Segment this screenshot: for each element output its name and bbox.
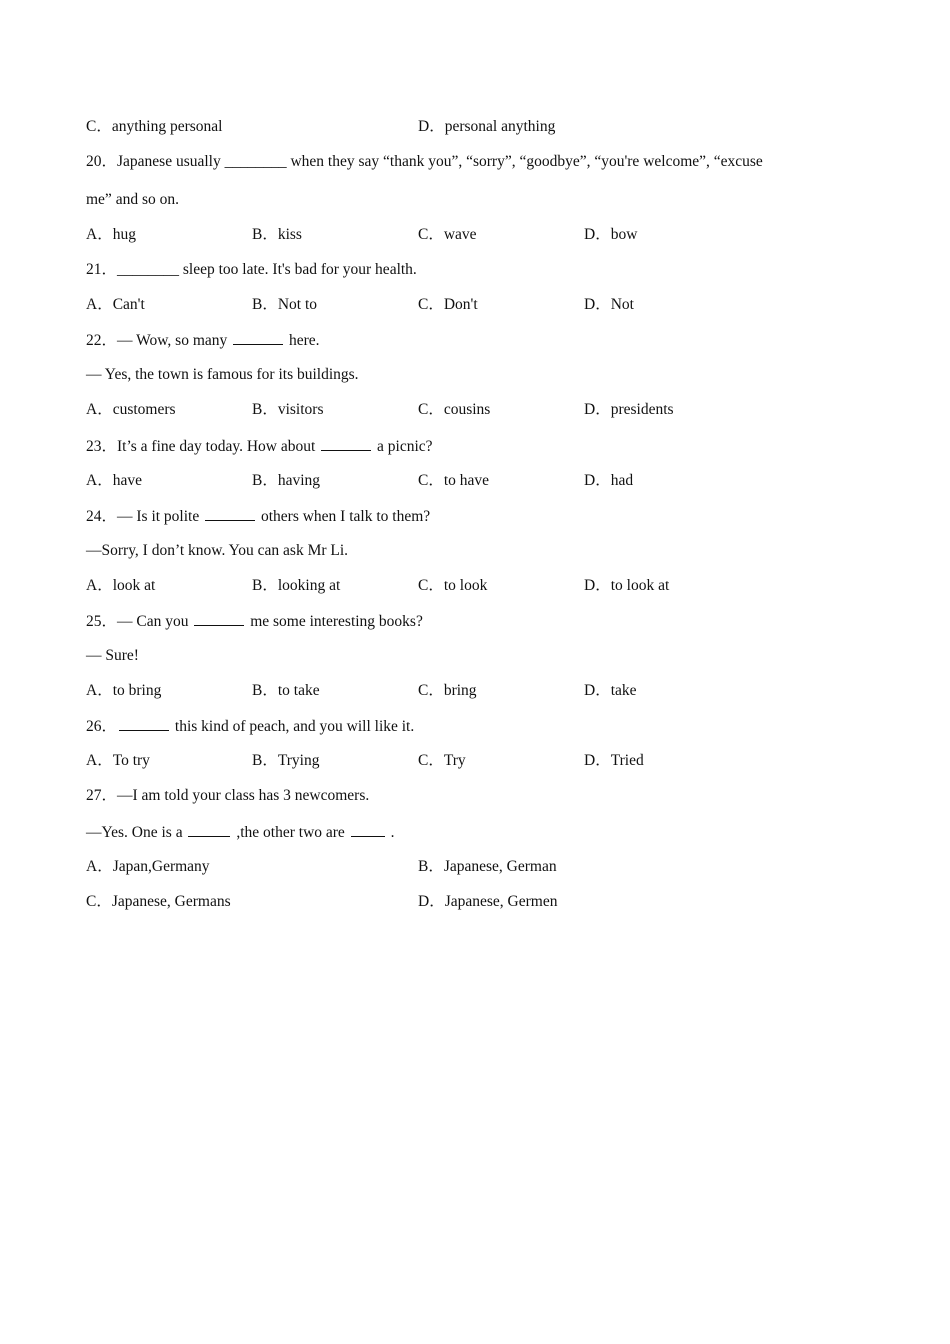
question-25-stem: 25．— Can you me some interesting books? (86, 613, 423, 630)
option-d[interactable]: D．personal anything (418, 118, 556, 135)
question-22-reply: — Yes, the town is famous for its buildings. (86, 366, 359, 383)
answer-blank[interactable] (119, 716, 169, 731)
option-b[interactable]: B．Not to (252, 296, 318, 313)
question-27-stem: 27．—I am told your class has 3 newcomers. (86, 787, 370, 804)
question-24-stem: 24．— Is it polite others when I talk to them? (86, 508, 431, 525)
option-c[interactable]: C．Try (418, 752, 466, 769)
answer-blank[interactable] (188, 822, 230, 837)
option-c[interactable]: C．cousins (418, 401, 491, 418)
question-20-stem-cont: me” and so on. (86, 191, 179, 208)
option-c[interactable]: C．bring (418, 682, 477, 699)
option-a[interactable]: A．look at (86, 577, 156, 594)
answer-blank[interactable] (194, 611, 244, 626)
option-d[interactable]: D．to look at (584, 577, 670, 594)
option-a[interactable]: A．to bring (86, 682, 162, 699)
option-a[interactable]: A．have (86, 472, 142, 489)
question-21-stem: 21．________ sleep too late. It's bad for your health. (86, 261, 417, 278)
option-c[interactable]: C．Don't (418, 296, 478, 313)
option-b[interactable]: B．visitors (252, 401, 324, 418)
option-c[interactable]: C．to look (418, 577, 488, 594)
question-26-stem: 26． this kind of peach, and you will like it. (86, 718, 415, 735)
option-a[interactable]: A．Can't (86, 296, 145, 313)
option-b[interactable]: B．to take (252, 682, 320, 699)
question-20-stem: 20．Japanese usually ________ when they say “thank you”, “sorry”, “goodbye”, “you're welcome”, “excuse (86, 153, 763, 170)
option-a[interactable]: A．hug (86, 226, 136, 243)
option-a[interactable]: A．Japan,Germany (86, 858, 210, 875)
answer-blank[interactable] (233, 330, 283, 345)
question-24-reply: —Sorry, I don’t know. You can ask Mr Li. (86, 542, 349, 559)
option-b[interactable]: B．having (252, 472, 321, 489)
option-b[interactable]: B．kiss (252, 226, 302, 243)
answer-blank[interactable] (321, 436, 371, 451)
question-27-reply: —Yes. One is a ,the other two are . (86, 824, 395, 841)
answer-blank[interactable] (351, 822, 385, 837)
option-c[interactable]: C．wave (418, 226, 477, 243)
answer-blank[interactable] (205, 506, 255, 521)
question-23-stem: 23．It’s a fine day today. How about a picnic? (86, 438, 433, 455)
option-d[interactable]: D．bow (584, 226, 638, 243)
option-d[interactable]: D．Not (584, 296, 634, 313)
option-b[interactable]: B．Japanese, German (418, 858, 557, 875)
option-d[interactable]: D．Tried (584, 752, 644, 769)
option-a[interactable]: A．customers (86, 401, 176, 418)
question-22-stem: 22．— Wow, so many here. (86, 332, 320, 349)
option-b[interactable]: B．looking at (252, 577, 341, 594)
option-b[interactable]: B．Trying (252, 752, 320, 769)
option-c[interactable]: C．to have (418, 472, 490, 489)
option-d[interactable]: D．take (584, 682, 637, 699)
option-a[interactable]: A．To try (86, 752, 150, 769)
option-c[interactable]: C．anything personal (86, 118, 223, 135)
option-d[interactable]: D．had (584, 472, 634, 489)
option-c[interactable]: C．Japanese, Germans (86, 893, 231, 910)
question-25-reply: — Sure! (86, 647, 139, 664)
option-d[interactable]: D．Japanese, Germen (418, 893, 558, 910)
option-d[interactable]: D．presidents (584, 401, 674, 418)
